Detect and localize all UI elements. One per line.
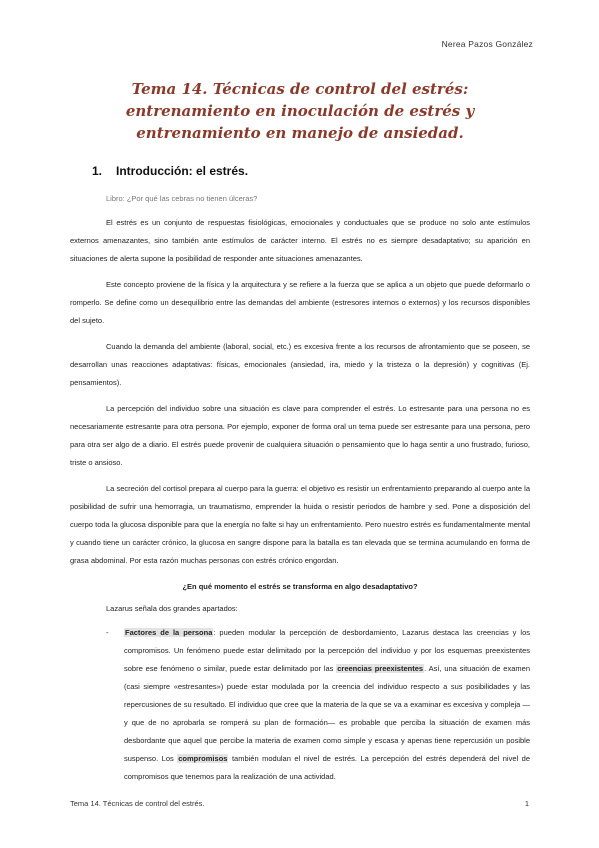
book-reference: Libro: ¿Por qué las cebras no tienen úlceras? xyxy=(106,194,258,203)
bullet-marker: - xyxy=(106,628,109,637)
section-label: Introducción: el estrés. xyxy=(116,164,249,178)
section-heading xyxy=(92,164,248,178)
term-factores: Factores de la persona xyxy=(125,628,213,637)
list-item xyxy=(106,624,530,786)
document-body xyxy=(70,190,530,786)
section-number: 1. xyxy=(92,164,103,178)
bullet-text-2: . Así, una situación de examen (casi siempre «estresantes») puede estar modulada por la creencia del individuo respecto a sus posibilidades y las repercusiones de su resultado. El individuo que cree que la materia de la que se va a examinar es excesiva y compleja —y que de no aprobarla se romperá su plan de formación— es probable que perciba la situación de examen más desbordante que aquel que percibe la materia de examen como simple y escasa y apenas tiene repercusión un posible suspenso. Los xyxy=(124,664,530,763)
header-author: Nerea Pazos González xyxy=(441,39,533,49)
question-heading: ¿En qué momento el estrés se transforma en algo desadaptativo? xyxy=(182,582,418,591)
footer-title: Tema 14. Técnicas de control del estrés. xyxy=(70,799,205,808)
lazarus-intro: Lazarus señala dos grandes apartados: xyxy=(106,604,238,613)
page-number: 1 xyxy=(524,799,529,808)
paragraph-3: Cuando la demanda del ambiente (laboral, social, etc.) es excesiva frente a los recursos de afrontamiento que se poseen, se desarrollan unas reacciones adaptativas: físicas, emocionales (ansiedad, ira, miedo y la tristeza o la depresión) y cognitivas (Ej. pensamientos). xyxy=(70,342,530,387)
bullet-text xyxy=(124,624,530,786)
term-creencias: creencias preexistentes xyxy=(337,664,424,673)
paragraph-5: La secreción del cortisol prepara al cuerpo para la guerra: el objetivo es resistir un enfrentamiento preparando al cuerpo ante la posibilidad de sufrir una hemorragia, un traumatismo, emprender la huida o resistir periodos de hambre y sed. Pone a disposición del cuerpo toda la glucosa disponible para que la energía no falte si hay un enfrentamiento. Pero nuestro estrés es fundamentalmente mental y cuando tiene un carácter crónico, la glucosa en sangre dispone para la batalla es tan elevada que se termina acumulando en forma de grasa abdominal. Por esta razón muchas personas con estrés crónico engordan. xyxy=(70,484,530,565)
term-compromisos: compromisos xyxy=(178,754,228,763)
paragraph-1: El estrés es un conjunto de respuestas fisiológicas, emocionales y conductuales que se produce no solo ante estímulos externos amenazantes, sino también ante estímulos de carácter interno. El estrés no es siempre desadaptativo; su aparición en situaciones de alerta supone la posibilidad de responder ante situaciones amenazantes. xyxy=(70,218,530,263)
bullet-text-3: también modulan el nivel de estrés. La percepción del estrés dependerá del nivel de compromisos que tenemos para la realización de una actividad. xyxy=(124,754,530,781)
document-title: Tema 14. Técnicas de control del estrés: entrenamiento en inoculación de estrés y entrenamiento en manejo de ansiedad. xyxy=(125,80,475,142)
paragraph-2: Este concepto proviene de la física y la arquitectura y se refiere a la fuerza que se aplica a un objeto que puede deformarlo o romperlo. Se define como un desequilibrio entre las demandas del ambiente (estresores internos o externos) y los recursos disponibles del sujeto. xyxy=(70,280,530,325)
paragraph-4: La percepción del individuo sobre una situación es clave para comprender el estrés. Lo estresante para una persona no es necesariamente estresante para otra persona. Por ejemplo, exponer de forma oral un tema puede ser estresante para una persona, pero para otra ser algo de a diario. El estrés puede provenir de cualquiera situación o pensamiento que lo haga sentir a uno frustrado, furioso, triste o ansioso. xyxy=(70,404,530,467)
bullet-text-1: : pueden modular la percepción de desbordamiento, Lazarus destaca las creencias y los compromisos. Un fenómeno puede estar delimitado por la percepción del individuo y por los esquemas preexistentes sobre ese fenómeno o similar, puede estar delimitado por las xyxy=(124,628,530,673)
